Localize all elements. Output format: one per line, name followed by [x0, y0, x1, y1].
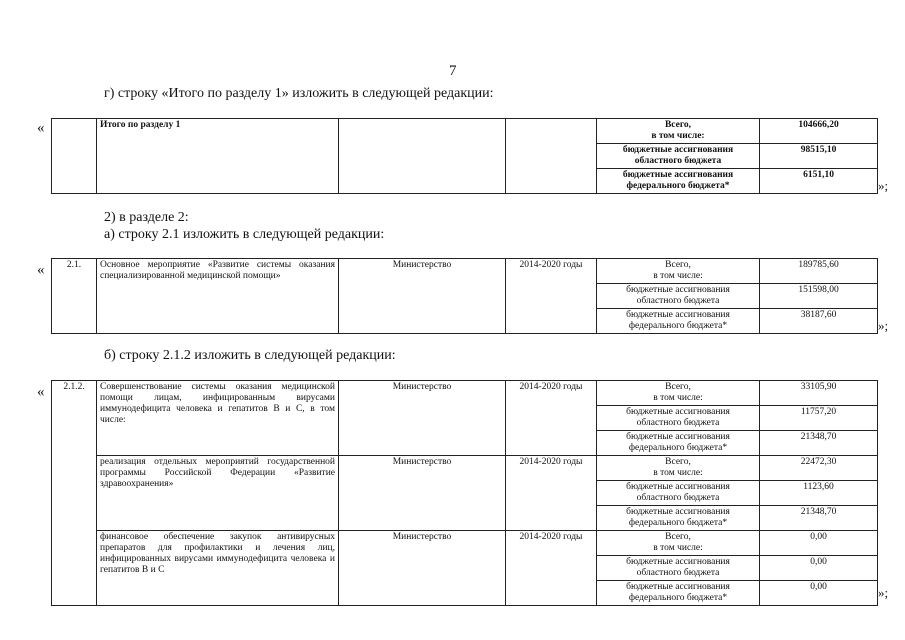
table-total-section1: [51, 118, 878, 194]
block-period: 2014-2020 годы: [506, 531, 597, 606]
value-regional: 0,00: [760, 556, 878, 581]
block-name: реализация отдельных мероприятий государственной программы Российской Федерации «Развитие здравоохранения»: [97, 456, 339, 531]
label-total: Всего, в том числе:: [597, 119, 760, 144]
close-quote-2: »;: [878, 318, 889, 333]
instruction-row-2-1-2: б) строку 2.1.2 изложить в следующей редакции:: [104, 348, 396, 363]
block-period: 2014-2020 годы: [506, 381, 597, 456]
value-regional: 11757,20: [760, 406, 878, 431]
label-regional: бюджетные ассигнования областного бюджета: [597, 556, 760, 581]
label-regional: бюджетные ассигнования областного бюджета: [597, 481, 760, 506]
instruction-row-2-1: а) строку 2.1 изложить в следующей редакции:: [104, 227, 385, 242]
label-federal: бюджетные ассигнования федерального бюджета*: [597, 309, 760, 334]
open-quote-3: «: [37, 384, 45, 400]
cell-num: [52, 119, 97, 194]
row-number: 2.1.2.: [52, 381, 97, 606]
cell-executor: [339, 119, 506, 194]
label-federal: бюджетные ассигнования федерального бюджета*: [597, 169, 760, 194]
row-executor: Министерство: [339, 259, 506, 334]
block-executor: Министерство: [339, 456, 506, 531]
value-federal: 21348,70: [760, 506, 878, 531]
value-total: 33105,90: [760, 381, 878, 406]
table-row-2-1-2: [51, 380, 878, 606]
cell-period: [506, 119, 597, 194]
row-number: 2.1.: [52, 259, 97, 334]
label-regional: бюджетные ассигнования областного бюджета: [597, 284, 760, 309]
page-number: 7: [449, 63, 457, 79]
value-total: 189785,60: [760, 259, 878, 284]
table-row-2-1: [51, 258, 878, 334]
label-total: Всего, в том числе:: [597, 456, 760, 481]
value-regional: 98515,10: [760, 144, 878, 169]
block-period: 2014-2020 годы: [506, 456, 597, 531]
value-total: 0,00: [760, 531, 878, 556]
value-total: 104666,20: [760, 119, 878, 144]
value-regional: 151598,00: [760, 284, 878, 309]
value-federal: 0,00: [760, 581, 878, 606]
close-quote-3: »;: [878, 585, 889, 600]
label-federal: бюджетные ассигнования федерального бюджета*: [597, 431, 760, 456]
label-federal: бюджетные ассигнования федерального бюджета*: [597, 506, 760, 531]
row-name: Итого по разделу 1: [97, 119, 339, 194]
block-name: Совершенствование системы оказания медицинской помощи лицам, инфицированным вирусами иммунодефицита человека и гепатитов В и С, в том числе:: [97, 381, 339, 456]
value-federal: 21348,70: [760, 431, 878, 456]
label-total: Всего, в том числе:: [597, 531, 760, 556]
block-executor: Министерство: [339, 531, 506, 606]
row-name: Основное мероприятие «Развитие системы оказания специализированной медицинской помощи»: [97, 259, 339, 334]
label-regional: бюджетные ассигнования областного бюджета: [597, 406, 760, 431]
value-federal: 6151,10: [760, 169, 878, 194]
row-period: 2014-2020 годы: [506, 259, 597, 334]
open-quote-1: «: [37, 120, 45, 136]
close-quote-1: »;: [878, 178, 889, 193]
label-regional: бюджетные ассигнования областного бюджета: [597, 144, 760, 169]
instruction-total-section1: г) строку «Итого по разделу 1» изложить в следующей редакции:: [104, 86, 494, 101]
value-federal: 38187,60: [760, 309, 878, 334]
value-regional: 1123,60: [760, 481, 878, 506]
label-total: Всего, в том числе:: [597, 259, 760, 284]
open-quote-2: «: [37, 262, 45, 278]
label-federal: бюджетные ассигнования федерального бюджета*: [597, 581, 760, 606]
label-total: Всего, в том числе:: [597, 381, 760, 406]
block-executor: Министерство: [339, 381, 506, 456]
value-total: 22472,30: [760, 456, 878, 481]
instruction-section2: 2) в разделе 2:: [104, 210, 189, 225]
block-name: финансовое обеспечение закупок антивирусных препаратов для профилактики и лечения лиц, инфицированных вирусами иммунодефицита человека и гепатитов В и С: [97, 531, 339, 606]
